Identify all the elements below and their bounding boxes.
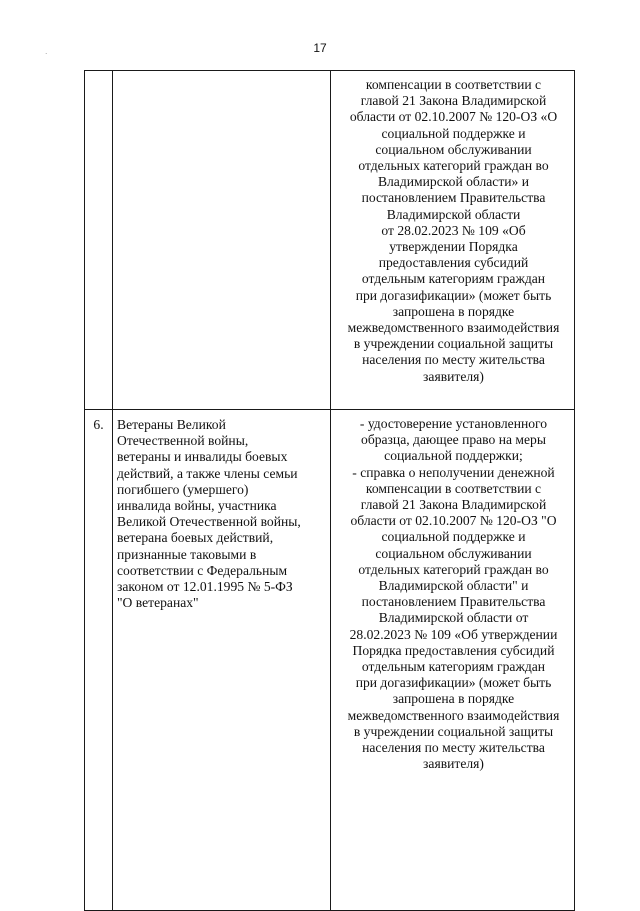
documents-line: межведомственного взаимодействия — [347, 320, 560, 336]
documents-line: постановлением Правительства — [361, 190, 546, 206]
documents-line: Владимирской области от — [378, 610, 529, 626]
category-cell — [113, 410, 331, 911]
documents-line: социальном обслуживании — [375, 545, 532, 561]
documents-line: главой 21 Закона Владимирской — [360, 93, 547, 109]
documents-line: компенсации в соответствии с — [365, 77, 542, 92]
documents-line: области от 02.10.2007 № 120-ОЗ "О — [350, 513, 557, 529]
documents-cell — [331, 71, 575, 410]
documents-line: при догазификации» (может быть — [355, 675, 552, 691]
documents-line: отдельным категориям граждан — [361, 271, 546, 287]
documents-line: запрошена в порядке — [392, 691, 515, 707]
documents-line: социальной поддержки; — [384, 448, 523, 464]
category-line: ветераны и инвалиды боевых — [117, 449, 288, 465]
documents-line: предоставления субсидий — [378, 255, 529, 271]
documents-text — [331, 71, 574, 385]
documents-line: Владимирской области" и — [378, 578, 529, 594]
documents-line: в учреждении социальной защиты — [353, 723, 554, 739]
category-cell — [113, 71, 331, 410]
documents-line: 28.02.2023 № 109 «Об утверждении — [349, 626, 558, 642]
documents-line: межведомственного взаимодействия — [347, 707, 560, 723]
documents-line: от 28.02.2023 № 109 «Об — [381, 222, 526, 238]
category-line: погибшего (умершего) — [117, 481, 249, 497]
documents-line: заявителя) — [423, 368, 484, 384]
category-text — [113, 410, 330, 611]
documents-line: населения по месту жительства — [362, 740, 545, 756]
category-line: действий, а также члены семьи — [117, 465, 298, 481]
documents-line: отдельным категориям граждан — [361, 659, 546, 675]
documents-line: компенсации в соответствии с — [365, 480, 542, 496]
documents-line: при догазификации» (может быть — [355, 287, 552, 303]
documents-line: Владимирской области» и — [377, 174, 530, 190]
documents-cell — [331, 410, 575, 911]
category-line: признанные таковыми в — [117, 546, 257, 562]
page-number: 17 — [313, 41, 327, 55]
documents-line: социальном обслуживании — [375, 141, 532, 157]
category-line: инвалида войны, участника — [117, 498, 277, 514]
documents-line: в учреждении социальной защиты — [353, 336, 554, 352]
table-row-6 — [85, 410, 575, 911]
category-line: ветерана боевых действий, — [117, 530, 274, 546]
documents-text — [331, 410, 574, 772]
documents-line: - справка о неполучении денежной — [352, 464, 555, 480]
scan-speck: · — [45, 50, 48, 58]
category-line: Отечественной войны, — [117, 433, 249, 449]
documents-line: отдельных категорий граждан во — [358, 561, 549, 577]
documents-line: Порядка предоставления субсидий — [352, 642, 555, 658]
documents-line: социальной поддержке и — [381, 529, 526, 545]
row-number: 6. — [93, 417, 104, 432]
table-row-continuation — [85, 71, 575, 410]
category-line: соответствии с Федеральным — [117, 562, 288, 578]
documents-line: заявителя) — [423, 756, 484, 772]
documents-line: главой 21 Закона Владимирской — [360, 497, 547, 513]
category-line: Великой Отечественной войны, — [117, 514, 301, 530]
category-line: "О ветеранах" — [117, 595, 199, 611]
documents-line: - удостоверение установленного — [359, 416, 548, 431]
documents-line: отдельных категорий граждан во — [358, 158, 549, 174]
row-number — [85, 71, 112, 78]
documents-line: образца, дающее право на меры — [361, 432, 546, 448]
category-line: Ветераны Великой — [117, 417, 226, 432]
documents-line: области от 02.10.2007 № 120-ОЗ «О — [349, 109, 558, 125]
row-number-cell — [85, 410, 113, 911]
documents-line: запрошена в порядке — [392, 303, 515, 319]
category-line: законом от 12.01.1995 № 5-ФЗ — [117, 579, 293, 595]
documents-line: утверждении Порядка — [389, 239, 518, 255]
row-number-cell — [85, 71, 113, 410]
documents-line: социальной поддержке и — [381, 125, 526, 141]
document-table — [84, 70, 575, 911]
documents-line: Владимирской области — [386, 206, 521, 222]
documents-line: населения по месту жительства — [362, 352, 545, 368]
documents-line: постановлением Правительства — [361, 594, 546, 610]
